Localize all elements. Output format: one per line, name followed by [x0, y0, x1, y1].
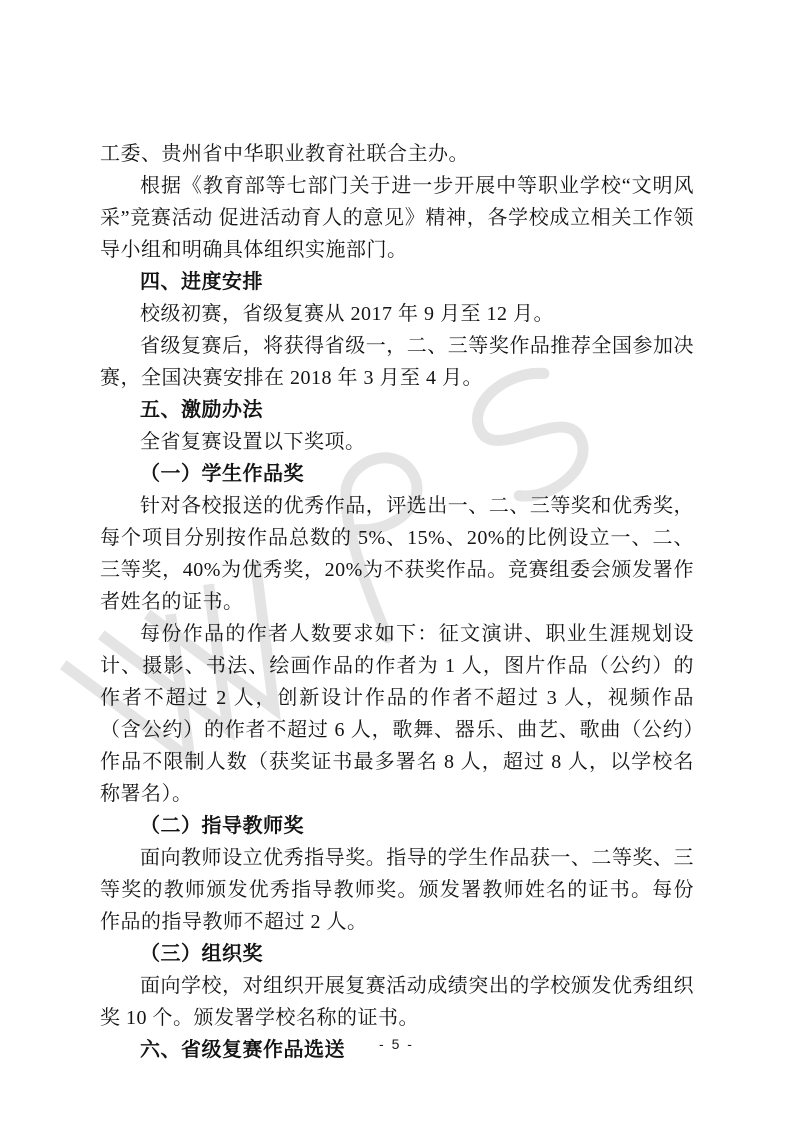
body-paragraph: 面向学校，对组织开展复赛活动成绩突出的学校颁发优秀组织奖 10 个。颁发署学校名称的证书。 — [100, 975, 694, 1029]
section-heading-progress: 四、进度安排 — [140, 271, 263, 293]
body-paragraph: 针对各校报送的优秀作品，评选出一、二、三等奖和优秀奖，每个项目分别按作品总数的 5%、15%、20%的比例设立一、二、三等奖，40%为优秀奖，20%为不获奖作品。竞赛组委会颁发署作者姓名的证书。 — [100, 495, 694, 613]
subsection-heading-teacher-award: （二）指导教师奖 — [140, 815, 304, 837]
body-paragraph: 工委、贵州省中华职业教育社联合主办。 — [100, 143, 469, 165]
page-number: - 5 - — [379, 1036, 414, 1052]
body-paragraph: 校级初赛，省级复赛从 2017 年 9 月至 12 月。 — [140, 303, 554, 325]
section-heading-incentives: 五、激励办法 — [140, 399, 263, 421]
section-heading-submission: 六、省级复赛作品选送 — [140, 1039, 345, 1061]
body-paragraph: 全省复赛设置以下奖项。 — [140, 431, 366, 453]
subsection-heading-organization-award: （三）组织奖 — [140, 943, 263, 965]
body-paragraph: 面向教师设立优秀指导奖。指导的学生作品获一、二等奖、三等奖的教师颁发优秀指导教师奖。颁发署教师姓名的证书。每份作品的指导教师不超过 2 人。 — [100, 847, 694, 933]
body-paragraph: 根据《教育部等七部门关于进一步开展中等职业学校“文明风采”竞赛活动 促进活动育人的意见》精神，各学校成立相关工作领导小组和明确具体组织实施部门。 — [100, 175, 694, 261]
body-paragraph: 省级复赛后，将获得省级一，二、三等奖作品推荐全国参加决赛，全国决赛安排在 2018 年 3 月至 4 月。 — [100, 335, 694, 389]
document-body — [100, 138, 694, 1066]
subsection-heading-student-award: （一）学生作品奖 — [140, 463, 304, 485]
body-paragraph: 每份作品的作者人数要求如下：征文演讲、职业生涯规划设计、摄影、书法、绘画作品的作者为 1 人，图片作品（公约）的作者不超过 2 人，创新设计作品的作者不超过 3 人，视频作品（含公约）的作者不超过 6 人，歌舞、器乐、曲艺、歌曲（公约）作品不限制人数（获奖证书最多署名 8 人，超过 8 人，以学校名称署名）。 — [100, 623, 694, 805]
